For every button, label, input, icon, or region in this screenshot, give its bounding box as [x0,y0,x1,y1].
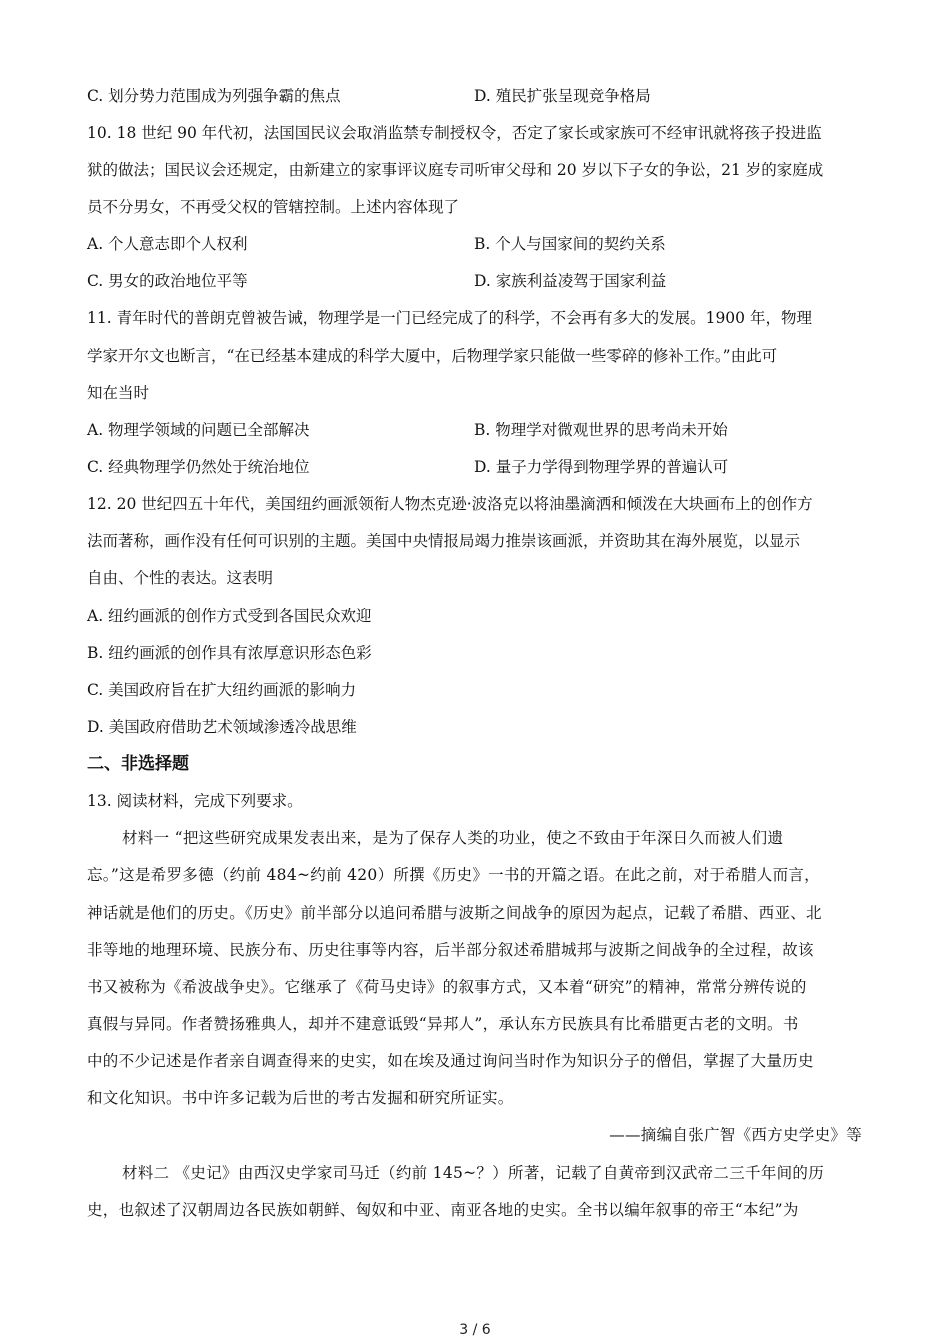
q13-source-citation: ——摘编自张广智《西方史学史》等 [609,1126,862,1144]
q11-stem-line-3: 知在当时 [87,384,150,402]
q13-material2-line-2: 史，也叙述了汉朝周边各民族如朝鲜、匈奴和中亚、南亚各地的史实。全书以编年叙事的帝王“本纪”为 [87,1201,799,1219]
q9-option-c: C. 划分势力范围成为列强争霸的焦点 [87,87,341,105]
q13-material1-line-1: 材料一 “把这些研究成果发表出来，是为了保存人类的功业，使之不致由于年深日久而被人们遗 [122,829,784,847]
q10-option-d: D. 家族利益凌驾于国家利益 [474,272,667,290]
q10-stem-line-2: 狱的做法；国民议会还规定，由新建立的家事评议庭专司听审父母和 20 岁以下子女的争讼，21 岁的家庭成 [87,161,824,179]
q13-intro: 13. 阅读材料，完成下列要求。 [87,792,303,810]
q13-material1-line-4: 非等地的地理环境、民族分布、历史往事等内容，后半部分叙述希腊城邦与波斯之间战争的全过程，故该 [87,941,814,959]
q13-material1-line-3: 神话就是他们的历史。《历史》前半部分以追问希腊与波斯之间战争的原因为起点，记载了希腊、西亚、北 [87,904,822,922]
q11-option-b: B. 物理学对微观世界的思考尚未开始 [474,421,728,439]
q13-material1-line-8: 和文化知识。书中许多记载为后世的考古发掘和研究所证实。 [87,1089,514,1107]
q12-option-b: B. 纽约画派的创作具有浓厚意识形态色彩 [87,644,372,662]
q13-material1-line-2: 忘。”这是希罗多德（约前 484~约前 420）所撰《历史》一书的开篇之语。在此之前，对于希腊人而言， [87,866,820,884]
q11-option-d: D. 量子力学得到物理学界的普遍认可 [474,458,729,476]
q12-stem-line-2: 法而著称，画作没有任何可识别的主题。美国中央情报局竭力推崇该画派，并资助其在海外展览，以显示 [87,532,801,550]
q13-material1-line-6: 真假与异同。作者赞扬雅典人，却并不建意诋毁“异邦人”，承认东方民族具有比希腊更古老的文明。书 [87,1015,799,1033]
q11-option-a: A. 物理学领域的问题已全部解决 [87,421,310,439]
q13-material1-line-5: 书又被称为《希波战争史》。它继承了《荷马史诗》的叙事方式，又本着“研究”的精神，常常分辨传说的 [87,978,807,996]
q12-option-c: C. 美国政府旨在扩大纽约画派的影响力 [87,681,357,699]
q13-material1-line-7: 中的不少记述是作者亲自调查得来的史实，如在埃及通过询问当时作为知识分子的僧侣，掌握了大量历史 [87,1052,814,1070]
q12-stem-line-3: 自由、个性的表达。这表明 [87,569,274,587]
q10-option-a: A. 个人意志即个人权利 [87,235,248,253]
section-heading: 二、非选择题 [87,754,189,774]
q12-option-a: A. 纽约画派的创作方式受到各国民众欢迎 [87,607,372,625]
q12-stem-line-1: 12. 20 世纪四五十年代，美国纽约画派领衔人物杰克逊·波洛克以将油墨滴洒和倾泼在大块画布上的创作方 [87,495,813,513]
q11-option-c: C. 经典物理学仍然处于统治地位 [87,458,310,476]
q13-material2-line-1: 材料二 《史记》由西汉史学家司马迁（约前 145~？）所著，记载了自黄帝到汉武帝二三千年间的历 [122,1164,825,1182]
q11-stem-line-1: 11. 青年时代的普朗克曾被告诫，物理学是一门已经完成了的科学，不会再有多大的发展。1900 年，物理 [87,309,812,327]
q11-stem-line-2: 学家开尔文也断言，“在已经基本建成的科学大厦中，后物理学家只能做一些零碎的修补工作。”由此可 [87,347,778,365]
q9-option-d: D. 殖民扩张呈现竞争格局 [474,87,651,105]
q10-stem-line-1: 10. 18 世纪 90 年代初，法国国民议会取消监禁专制授权令，否定了家长或家族可不经审讯就将孩子投进监 [87,124,822,142]
q12-option-d: D. 美国政府借助艺术领域渗透冷战思维 [87,718,357,736]
q10-option-b: B. 个人与国家间的契约关系 [474,235,666,253]
page-number: 3 / 6 [459,1322,491,1338]
q10-option-c: C. 男女的政治地位平等 [87,272,248,290]
q10-stem-line-3: 员不分男女，不再受父权的管辖控制。上述内容体现了 [87,198,460,216]
